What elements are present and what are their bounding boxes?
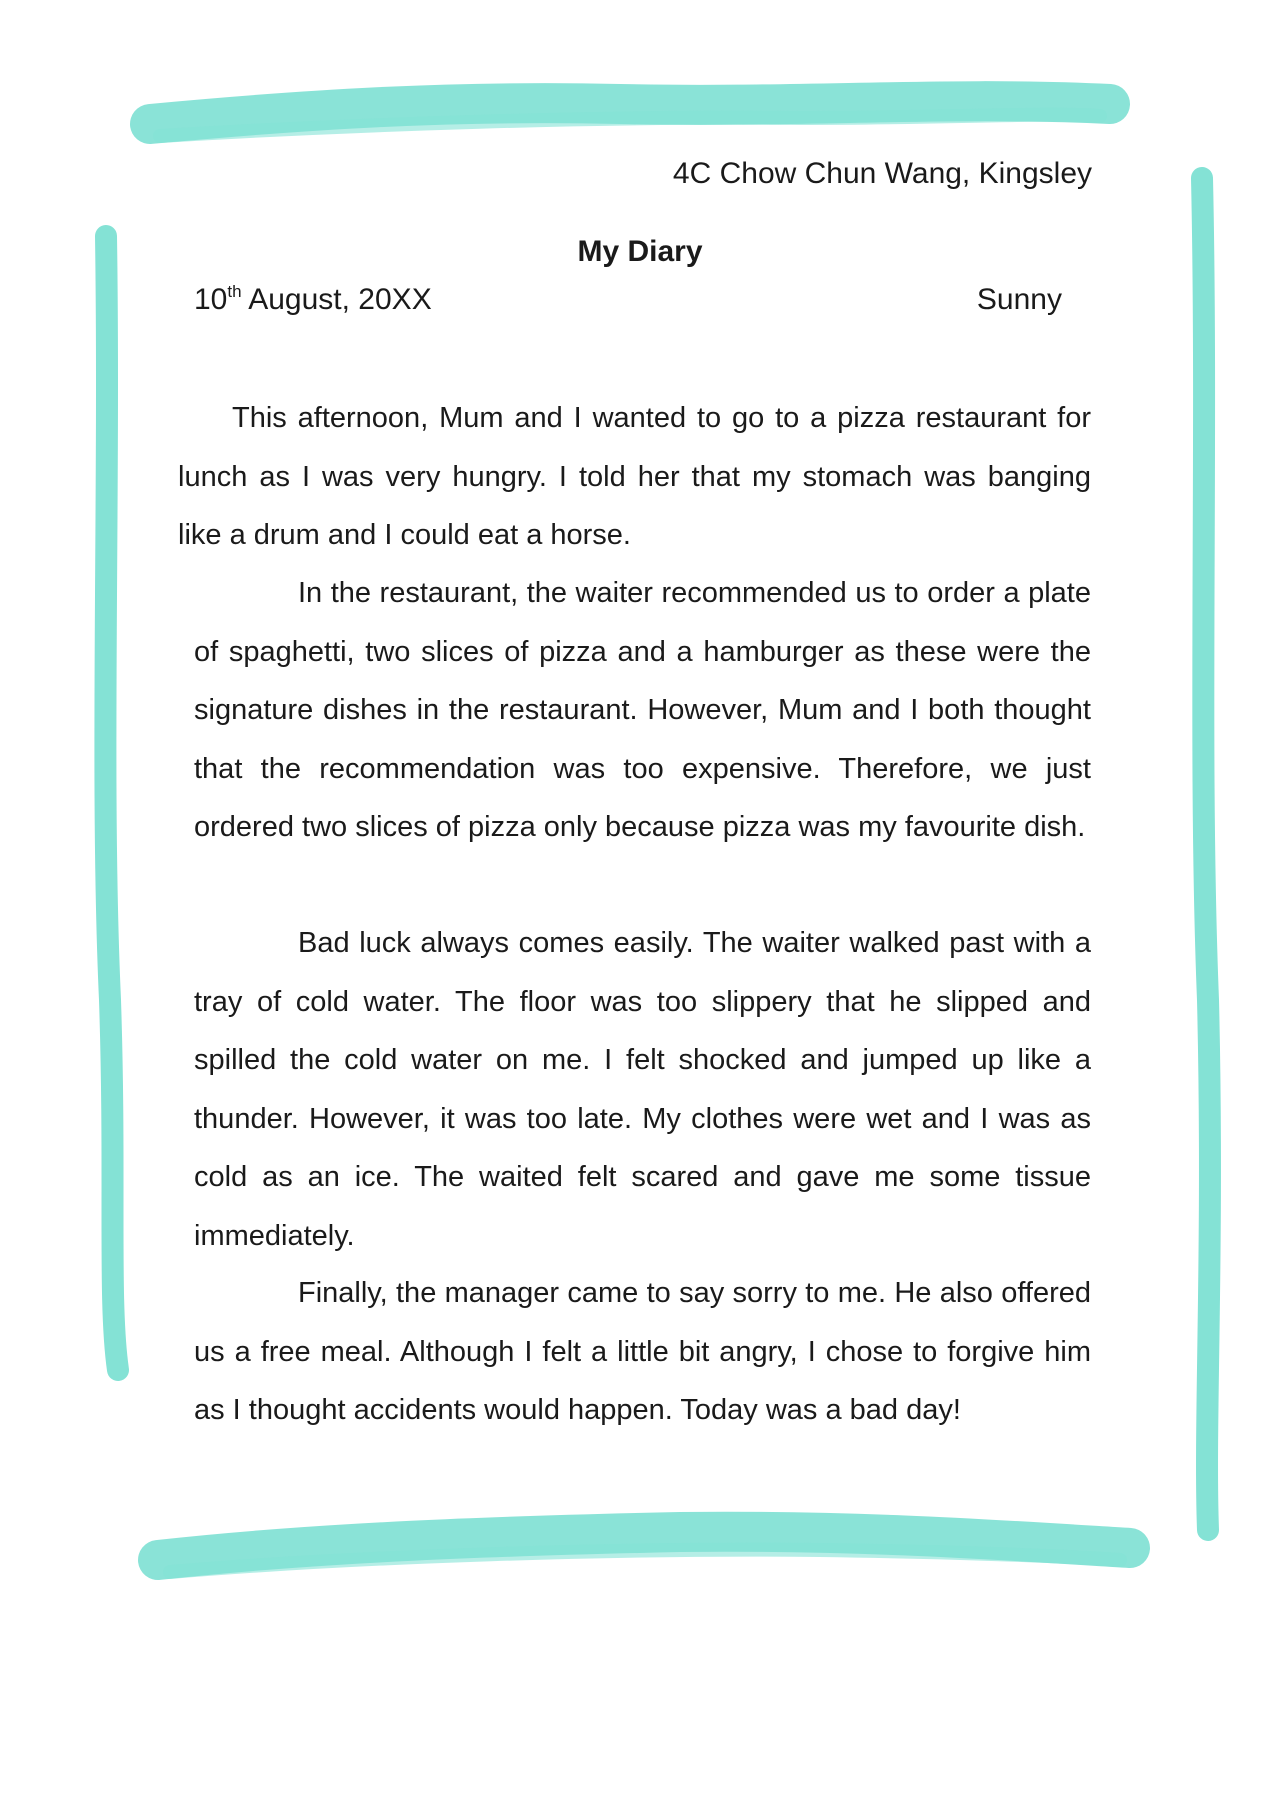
diary-date (194, 280, 432, 320)
date-suffix: th (227, 282, 242, 301)
right-brush-stroke (1202, 178, 1210, 1530)
paragraph-1: This afternoon, Mum and I wanted to go to a pizza restaurant for lunch as I was very hungry. I told her that my stomach was banging like a drum and I could eat a horse. (178, 402, 1091, 551)
paragraph-4: Finally, the manager came to say sorry to me. He also offered us a free meal. Although I felt a little bit angry, I chose to forgive him as I thought accidents would happen. Today was a bad day! (194, 1277, 1091, 1426)
date-day: 10 (194, 283, 228, 316)
weather-label: Sunny (976, 283, 1062, 316)
paragraph-2: In the restaurant, the waiter recommended us to order a plate of spaghetti, two slices of pizza and a hamburger as these were the signature dishes in the restaurant. However, Mum and I both thought that the recommendation was too expensive. Therefore, we just ordered two slices of pizza only because pizza was my favourite dish. (194, 577, 1091, 843)
left-brush-stroke (105, 236, 118, 1370)
date-month-year: August, 20XX (241, 283, 432, 316)
diary-title: My Diary (577, 235, 703, 268)
paragraph-3: Bad luck always comes easily. The waiter walked past with a tray of cold water. The floor was too slippery that he slipped and spilled the cold water on me. I felt shocked and jumped up like a thunder. However, it was too late. My clothes were wet and I was as cold as an ice. The waited felt scared and gave me some tissue immediately. (194, 927, 1091, 1252)
author-name: 4C Chow Chun Wang, Kingsley (672, 157, 1092, 190)
